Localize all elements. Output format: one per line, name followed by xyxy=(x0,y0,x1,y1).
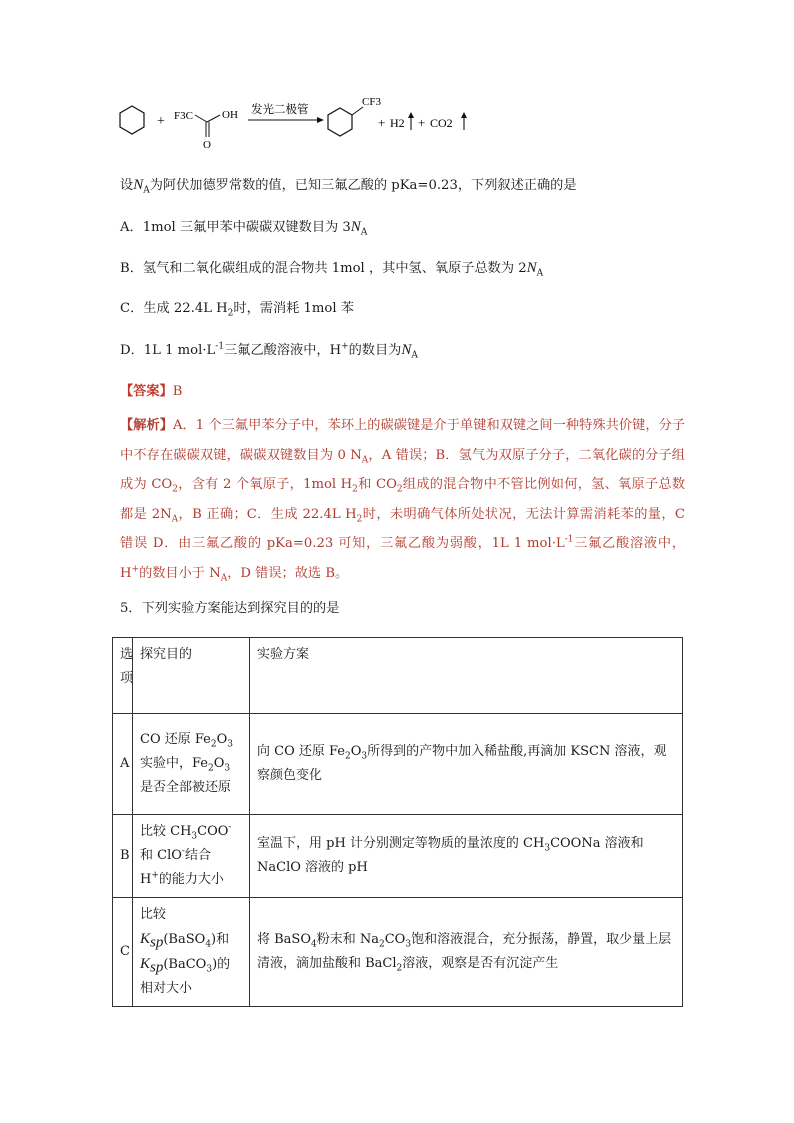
benzene-ring-icon xyxy=(120,106,144,134)
table-row xyxy=(113,898,683,1007)
product-cf3: CF3 xyxy=(362,96,381,108)
header-goal: 探究目的 xyxy=(133,638,250,714)
row-goal: CO 还原 $Fe_2O_3$实验中，$Fe_2O_3$是否全部被还原 xyxy=(133,714,250,815)
product-h2: H2 xyxy=(390,116,405,130)
reagent-o: O xyxy=(203,139,211,151)
reagent-oh: OH xyxy=(222,109,238,121)
table-row xyxy=(113,714,683,815)
reaction-scheme xyxy=(112,92,492,164)
analysis: 【解析】A．1 个三氟甲苯分子中，苯环上的碳碳键是介于单键和双键之间一种特殊共价键，分子中不存在碳碳双键，碳碳双键数目为 0 $N_A$，A 错误；B．氢气为双原子分子，二氧化碳的分子组成为 $CO_2$，含有 2 个氧原子，1mol $H_2$和 $CO_2$组成的混合物中不管比例如何，氢、氧原子总数都是 $2N_A$，B 正确；C．生成 22.4L $H_2$时，未明确气体所处状况，无法计算需消耗苯的量，C 错误 D．由三氟乙酸的 pKa=0.23 可知，三氟乙酸为弱酸，1L 1 $mol\cdot L^{-1}$三氟乙酸溶液中，H+的数目小于 $N_A$，D 错误；故选 B。 xyxy=(120,418,686,584)
row-goal: 比较$K_{sp}(BaSO_4)$和 $K_{sp}(BaCO_3)$的相对大小 xyxy=(133,898,250,1007)
question-5-title: 5．下列实验方案能达到探究目的的是 xyxy=(120,601,340,616)
option-a: A．1mol 三氟甲苯中碳碳双键数目为 $3N_A$ xyxy=(120,219,368,238)
reaction-diagram xyxy=(112,92,492,164)
reaction-condition: 发光二极管 xyxy=(251,102,309,116)
table-row xyxy=(113,815,683,898)
question-stem: 设$N_A$为阿伏加德罗常数的值，已知三氟乙酸的 pKa=0.23，下列叙述正确的是 xyxy=(120,177,577,196)
product-co2: CO2 xyxy=(430,116,453,130)
answer: 【答案】B xyxy=(120,384,183,399)
row-option: B xyxy=(113,815,133,898)
option-b: B．氢气和二氧化碳组成的混合物共 1mol ，其中氢、氧原子总数为 $2N_A$ xyxy=(120,260,544,279)
option-d: D．1L 1 $mol\cdot L^{-1}$三氟乙酸溶液中，H+的数目为$N_A$ xyxy=(120,341,418,361)
row-option: A xyxy=(113,714,133,815)
header-plan: 实验方案 xyxy=(250,638,683,714)
row-plan: 室温下，用 pH 计分别测定等物质的量浓度的 $CH_3COONa$ 溶液和 NaClO 溶液的 pH xyxy=(250,815,683,898)
row-plan: 向 CO 还原 $Fe_2O_3$所得到的产物中加入稀盐酸,再滴加 KSCN 溶液，观察颜色变化 xyxy=(250,714,683,815)
row-goal: 比较 $CH_3COO^-$和 ClO-结合 H+的能力大小 xyxy=(133,815,250,898)
header-option: 选项 xyxy=(113,638,133,714)
trifluorotoluene-ring-icon xyxy=(328,108,352,136)
row-plan: 将 BaSO$_4$粉末和 $Na_2CO_3$饱和溶液混合，充分振荡，静置，取少量上层清液，滴加盐酸和 BaCl$_2$溶液，观察是否有沉淀产生 xyxy=(250,898,683,1007)
row-option: C xyxy=(113,898,133,1007)
experiment-table xyxy=(112,637,683,1007)
reagent-f3c: F3C xyxy=(174,110,193,122)
svg-text:+: + xyxy=(418,115,426,130)
table-header-row xyxy=(113,638,683,714)
option-c: C．生成 22.4L $H_2$时，需消耗 1mol 苯 xyxy=(120,301,354,319)
plus-sign: + xyxy=(157,114,165,129)
svg-text:+: + xyxy=(378,115,386,130)
